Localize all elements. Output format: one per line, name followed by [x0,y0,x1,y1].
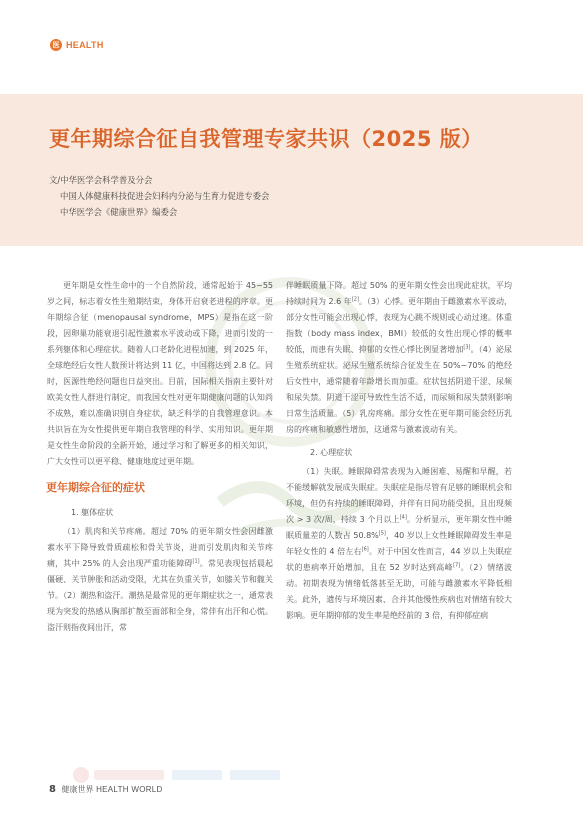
citation: [4] [399,514,407,521]
citation: [7] [453,562,461,569]
author-block [49,172,269,220]
medical-badge-icon: 医 [50,39,62,51]
citation: [5] [378,530,386,537]
citation: [6] [361,546,369,553]
citation: [2] [351,296,359,303]
citation: [1] [192,558,200,565]
author-line: 文/中华医学会科学普及分会 [49,175,153,185]
page-header [0,0,583,72]
magazine-logo-watermark-icon [72,766,292,784]
section-heading: 更年期综合征的症状 [46,481,145,494]
citation: [3] [463,344,471,351]
body-paragraph: 伴睡眠质量下降。超过 50% 的更年期女性会出现此症状，平均持续时间为 2.6 年[2]。（3）心悸。更年期由于雌激素水平波动，部分女性可能会出现心悸，表现为心跳不规则或心动过速。体重指数（body mass index，BMI）较低的女性出现心悸的概率较低，而患有失眠、抑郁的女性心悸比例显著增加[3]。（4）泌尿生殖系统症状。泌尿生殖系统综合征发生在 50%~70% 的绝经后女性中，通常随着年龄增长而加重。症状包括阴道干涩、尿频和尿失禁。阴道干涩可导致性生活不适，而尿频和尿失禁则影响日常生活质量。（5）乳房疼痛。部分女性在更年期可能会经历乳房的疼痛和敏感性增加，这通常与激素波动有关。 [286,281,512,434]
article-title: 更年期综合征自我管理专家共识（2025 版） [49,127,483,151]
magazine-name-en: HEALTH WORLD [96,785,163,794]
title-banner [0,94,583,246]
left-column [47,278,273,636]
sub-heading: 1. 躯体症状 [71,508,114,517]
body-paragraph: （1）失眠。睡眠障碍常表现为入睡困难、易醒和早醒，若不能缓解就发展成失眠症。失眠症是指尽管有足够的睡眠机会和环境，但仍有持续的睡眠障碍，并伴有日间功能受损，且出现频次 > 3 次/周，持续 3 个月以上[4]。分析显示，更年期女性中睡眠质量差的人数占 50.8%[5]，40 岁以上女性睡眠障碍发生率是年轻女性的 4 倍左右[6]。对于中国女性而言，44 岁以上失眠症状的患病率开始增加，且在 52 岁时达到高峰[7]。（2）情绪波动。初期表现为情绪低落甚至无助，可能与雌激素水平降低相关。此外，遗传与环境因素、合并其他慢性疾病也对情绪有较大影响。更年期抑郁的发生率是绝经前的 3 倍，有抑郁症病 [286,467,512,620]
right-column [286,278,512,624]
author-line: 中华医学会《健康世界》编委会 [60,207,178,217]
page-footer [49,784,163,796]
intro-paragraph: 更年期是女性生命中的一个自然阶段，通常起始于 45~55 岁之间，标志着女性生殖期结束，身体开启衰老进程的序章。更年期综合征（menopausal syndrome，MPS）是指在这一阶段，因卵巢功能衰退引起性激素水平波动或下降，进而引发的一系列躯体和心理症状。随着人口老龄化进程加速，到 2025 年，全球绝经后女性人数预计将达到 11 亿，中国将达到 2.8 亿。同时，医源性绝经问题也日益突出。目前，国际相关指南主要针对欧美女性人群进行制定，而我国女性对更年期健康问题的认知尚不成熟，难以准确识别自身症状，缺乏科学的自我管理意识。本共识旨在为女性提供更年期自我管理的科学、实用知识。更年期是女性生命阶段的全新开始，通过学习和了解更多的相关知识，广大女性可以更平稳、健康地度过更年期。 [47,281,273,466]
author-line: 中国人体健康科技促进会妇科内分泌与生育力促进专委会 [60,191,270,201]
sub-heading: 2. 心理症状 [310,448,353,457]
page-number: 8 [49,784,56,795]
body-paragraph: （1）肌肉和关节疼痛。超过 70% 的更年期女性会因雌激素水平下降导致骨质疏松和骨关节炎，进而引发肌肉和关节疼痛，其中 25% 的人会出现严重功能障碍[1]。常见表现包括晨起僵硬、关节肿胀和活动受限，尤其在负重关节，如膝关节和髋关节。（2）潮热和盗汗。潮热是最常见的更年期症状之一，通常表现为突发的热感从胸部扩散至面部和全身，常伴有出汗和心慌。盗汗则指夜间出汗，常 [47,527,274,632]
section-label: HEALTH [66,40,104,50]
magazine-name: 健康世界 [61,785,94,794]
